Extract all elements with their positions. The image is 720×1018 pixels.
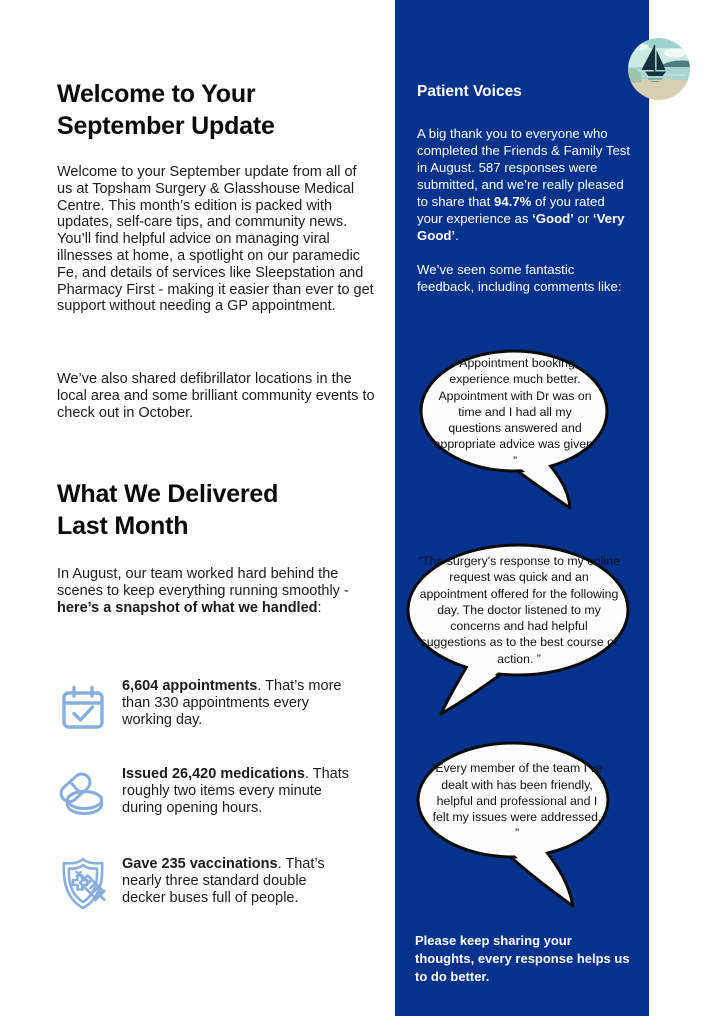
voices-intro-period: . (455, 228, 459, 243)
voices-intro-verygood: ‘Very Good’ (417, 211, 625, 243)
quote-bubble-2 (405, 542, 633, 718)
sailboat-illustration-icon (628, 38, 690, 100)
page-title-line1: Welcome to Your (57, 80, 256, 108)
voices-intro-text2: of you rated your experience as (417, 194, 605, 226)
delivered-intro (57, 566, 375, 616)
stat-appointments-text (122, 678, 354, 728)
delivered-title-line2: Last Month (57, 512, 189, 540)
feedback-lead: We’ve seen some fantastic feedback, including comments like: (417, 262, 622, 294)
stat-vaccinations-lead: Gave 235 vaccinations (122, 856, 278, 872)
quote-3-text: “Every member of the team I’ve dealt with has been friendly, helpful and professional and I felt my issues were addressed. ” (431, 761, 603, 841)
patient-voices-intro (417, 125, 632, 244)
voices-intro-good: ‘Good’ (532, 211, 574, 226)
delivered-title-line1: What We Delivered (57, 480, 279, 508)
delivered-intro-colon: : (317, 599, 322, 616)
stat-vaccinations-text (122, 856, 354, 906)
stat-medications-lead: Issued 26,420 medications (122, 766, 305, 782)
vaccination-shield-icon (53, 854, 109, 916)
stat-medications-text (122, 766, 354, 816)
quote-bubble-3 (415, 740, 619, 910)
stat-appointments-lead: 6,604 appointments (122, 678, 258, 694)
quote-2-text: “The surgery's response to my online request was quick and an appointment offered for the following day. The doctor listened to my concerns and had helpful suggestions as to the best course of action. ” (418, 554, 620, 666)
stat-vaccinations-rest: . That’s nearly three standard double decker buses full of people. (122, 856, 325, 906)
calendar-check-icon (53, 680, 109, 742)
delivered-intro-bold: here’s a snapshot of what we handled (57, 599, 318, 616)
page-title (57, 78, 387, 142)
sailboat-estuary-logo (628, 38, 690, 100)
pills-icon (53, 764, 109, 826)
intro-paragraph-2: We’ve also shared defibrillator locations in the local area and some brilliant community events to check out in October. (57, 371, 375, 421)
voices-intro-text: A big thank you to everyone who completed the Friends & Family Test in August. 587 responses were submitted, and we’re really pleased to share that (417, 126, 631, 209)
stat-appointments-rest: . That’s more than 330 appointments every working day. (122, 678, 342, 728)
stat-medications-rest: . Thats roughly two items every minute during opening hours. (122, 766, 350, 816)
delivered-title (57, 478, 387, 542)
quote-1-text: “Appointment booking experience much better. Appointment with Dr was on time and I had all my questions answered and appropriate advice was given. ” (433, 356, 597, 468)
intro-paragraph: Welcome to your September update from all of us at Topsham Surgery & Glasshouse Medical Centre. This month’s edition is packed with updates, self-care tips, and community news. You’ll find helpful advice on managing viral illnesses at home, a spotlight on our paramedic Fe, and details of services like Sleepstation and Pharmacy First - making it easier than ever to get support without needing a GP appointment. (57, 164, 374, 315)
page-title-line2: September Update (57, 112, 275, 140)
quote-bubble-1 (418, 348, 612, 512)
voices-intro-or: or (573, 211, 593, 226)
delivered-intro-text: In August, our team worked hard behind the scenes to keep everything running smoothly - (57, 566, 349, 599)
voices-intro-percent: 94.7% (493, 194, 532, 209)
closing-message: Please keep sharing your thoughts, every response helps us to do better. (415, 933, 630, 984)
patient-voices-title: Patient Voices (417, 83, 522, 100)
